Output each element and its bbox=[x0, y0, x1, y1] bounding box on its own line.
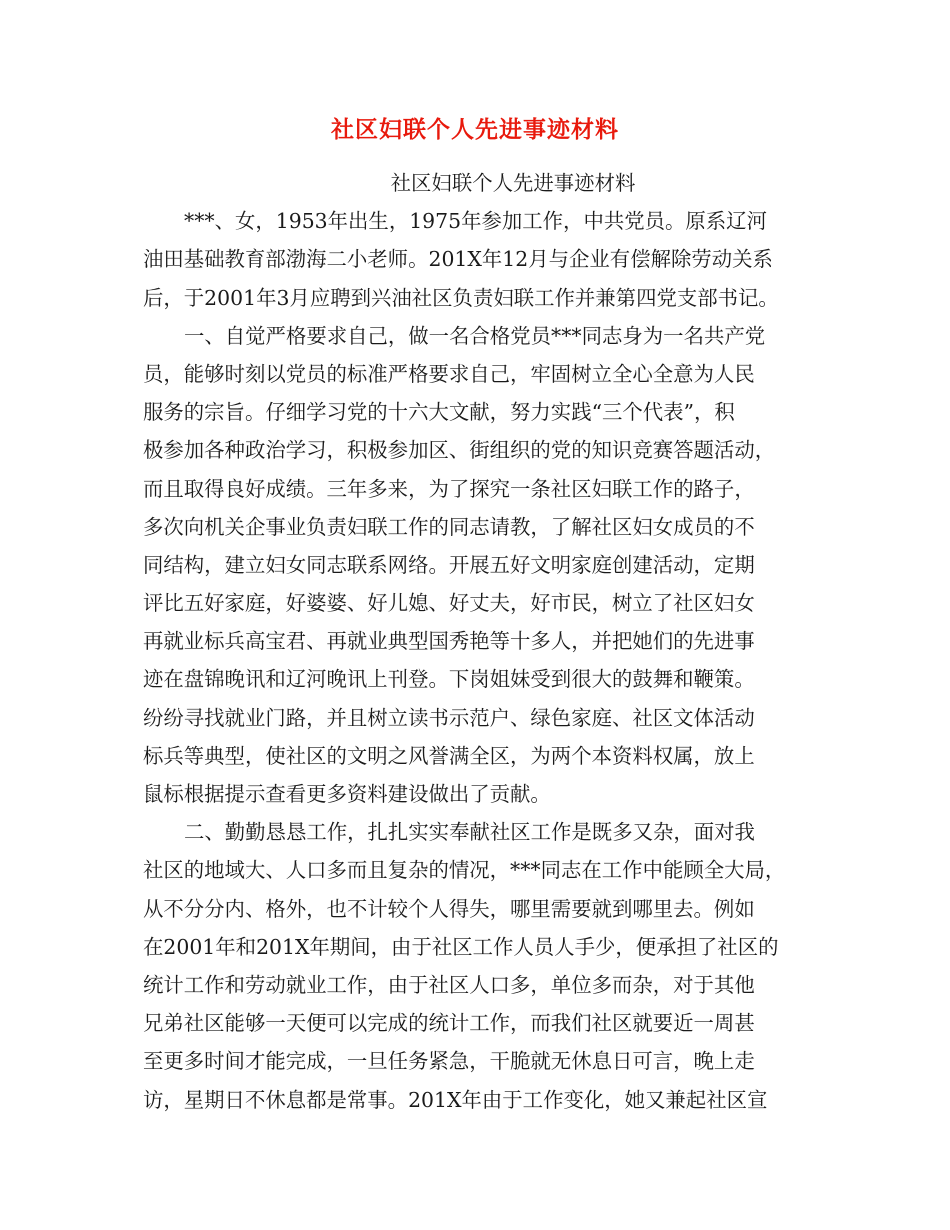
paragraph-line: 兄弟社区能够一天便可以完成的统计工作，而我们社区就要近一周甚 bbox=[143, 1011, 755, 1036]
document-body bbox=[143, 164, 823, 1119]
paragraph-line: 再就业标兵高宝君、再就业典型国秀艳等十多人，并把她们的先进事 bbox=[143, 629, 755, 654]
paragraph-line: 迹在盘锦晚讯和辽河晚讯上刊登。下岗姐妹受到很大的鼓舞和鞭策。 bbox=[143, 667, 755, 692]
document-subtitle: 社区妇联个人先进事迹材料 bbox=[390, 171, 636, 195]
paragraph-line: ***、女，1953年出生，1975年参加工作，中共党员。原系辽河 bbox=[184, 209, 767, 234]
paragraph-line: 服务的宗旨。仔细学习党的十六大文献，努力实践“三个代表”，积 bbox=[143, 400, 735, 425]
paragraph-line: 标兵等典型，使社区的文明之风誉满全区，为两个本资料权属，放上 bbox=[143, 743, 755, 768]
paragraph-line: 极参加各种政治学习，积极参加区、街组织的党的知识竞赛答题活动， bbox=[143, 438, 776, 463]
paragraph-line: 鼠标根据提示查看更多资料建设做出了贡献。 bbox=[143, 782, 551, 806]
paragraph-line: 至更多时间才能完成，一旦任务紧急，干脆就无休息日可言，晚上走 bbox=[143, 1049, 755, 1074]
paragraph-line: 员，能够时刻以党员的标准严格要求自己，牢固树立全心全意为人民 bbox=[143, 361, 755, 386]
paragraph-line: 后，于2001年3月应聘到兴油社区负责妇联工作并兼第四党支部书记。 bbox=[143, 285, 779, 310]
paragraph-line: 社区的地域大、人口多而且复杂的情况，***同志在工作中能顾全大局， bbox=[143, 858, 786, 883]
paragraph-line: 访，星期日不休息都是常事。201X年由于工作变化，她又兼起社区宣 bbox=[143, 1087, 768, 1112]
paragraph-line: 同结构，建立妇女同志联系网络。开展五好文明家庭创建活动，定期 bbox=[143, 552, 755, 577]
paragraph-line: 评比五好家庭，好婆婆、好儿媳、好丈夫，好市民，树立了社区妇女 bbox=[143, 591, 755, 616]
paragraph-line: 从不分分内、格外，也不计较个人得失，哪里需要就到哪里去。例如 bbox=[143, 896, 755, 921]
paragraph-line: 一、自觉严格要求自己，做一名合格党员***同志身为一名共产党 bbox=[184, 323, 766, 348]
paragraph-line: 在2001年和201X年期间，由于社区工作人员人手少，便承担了社区的 bbox=[143, 934, 779, 959]
paragraph-line: 而且取得良好成绩。三年多来，为了探究一条社区妇联工作的路子， bbox=[143, 476, 755, 501]
paragraph-line: 二、勤勤恳恳工作，扎扎实实奉献社区工作是既多又杂，面对我 bbox=[184, 820, 755, 845]
document-title: 社区妇联个人先进事迹材料 bbox=[331, 116, 619, 143]
paragraph-line: 统计工作和劳动就业工作，由于社区人口多，单位多而杂，对于其他 bbox=[143, 972, 755, 997]
paragraph-line: 多次向机关企事业负责妇联工作的同志请教，了解社区妇女成员的不 bbox=[143, 514, 755, 539]
paragraph-line: 油田基础教育部渤海二小老师。201X年12月与企业有偿解除劳动关系 bbox=[143, 247, 773, 272]
paragraph-line: 纷纷寻找就业门路，并且树立读书示范户、绿色家庭、社区文体活动 bbox=[143, 705, 755, 730]
